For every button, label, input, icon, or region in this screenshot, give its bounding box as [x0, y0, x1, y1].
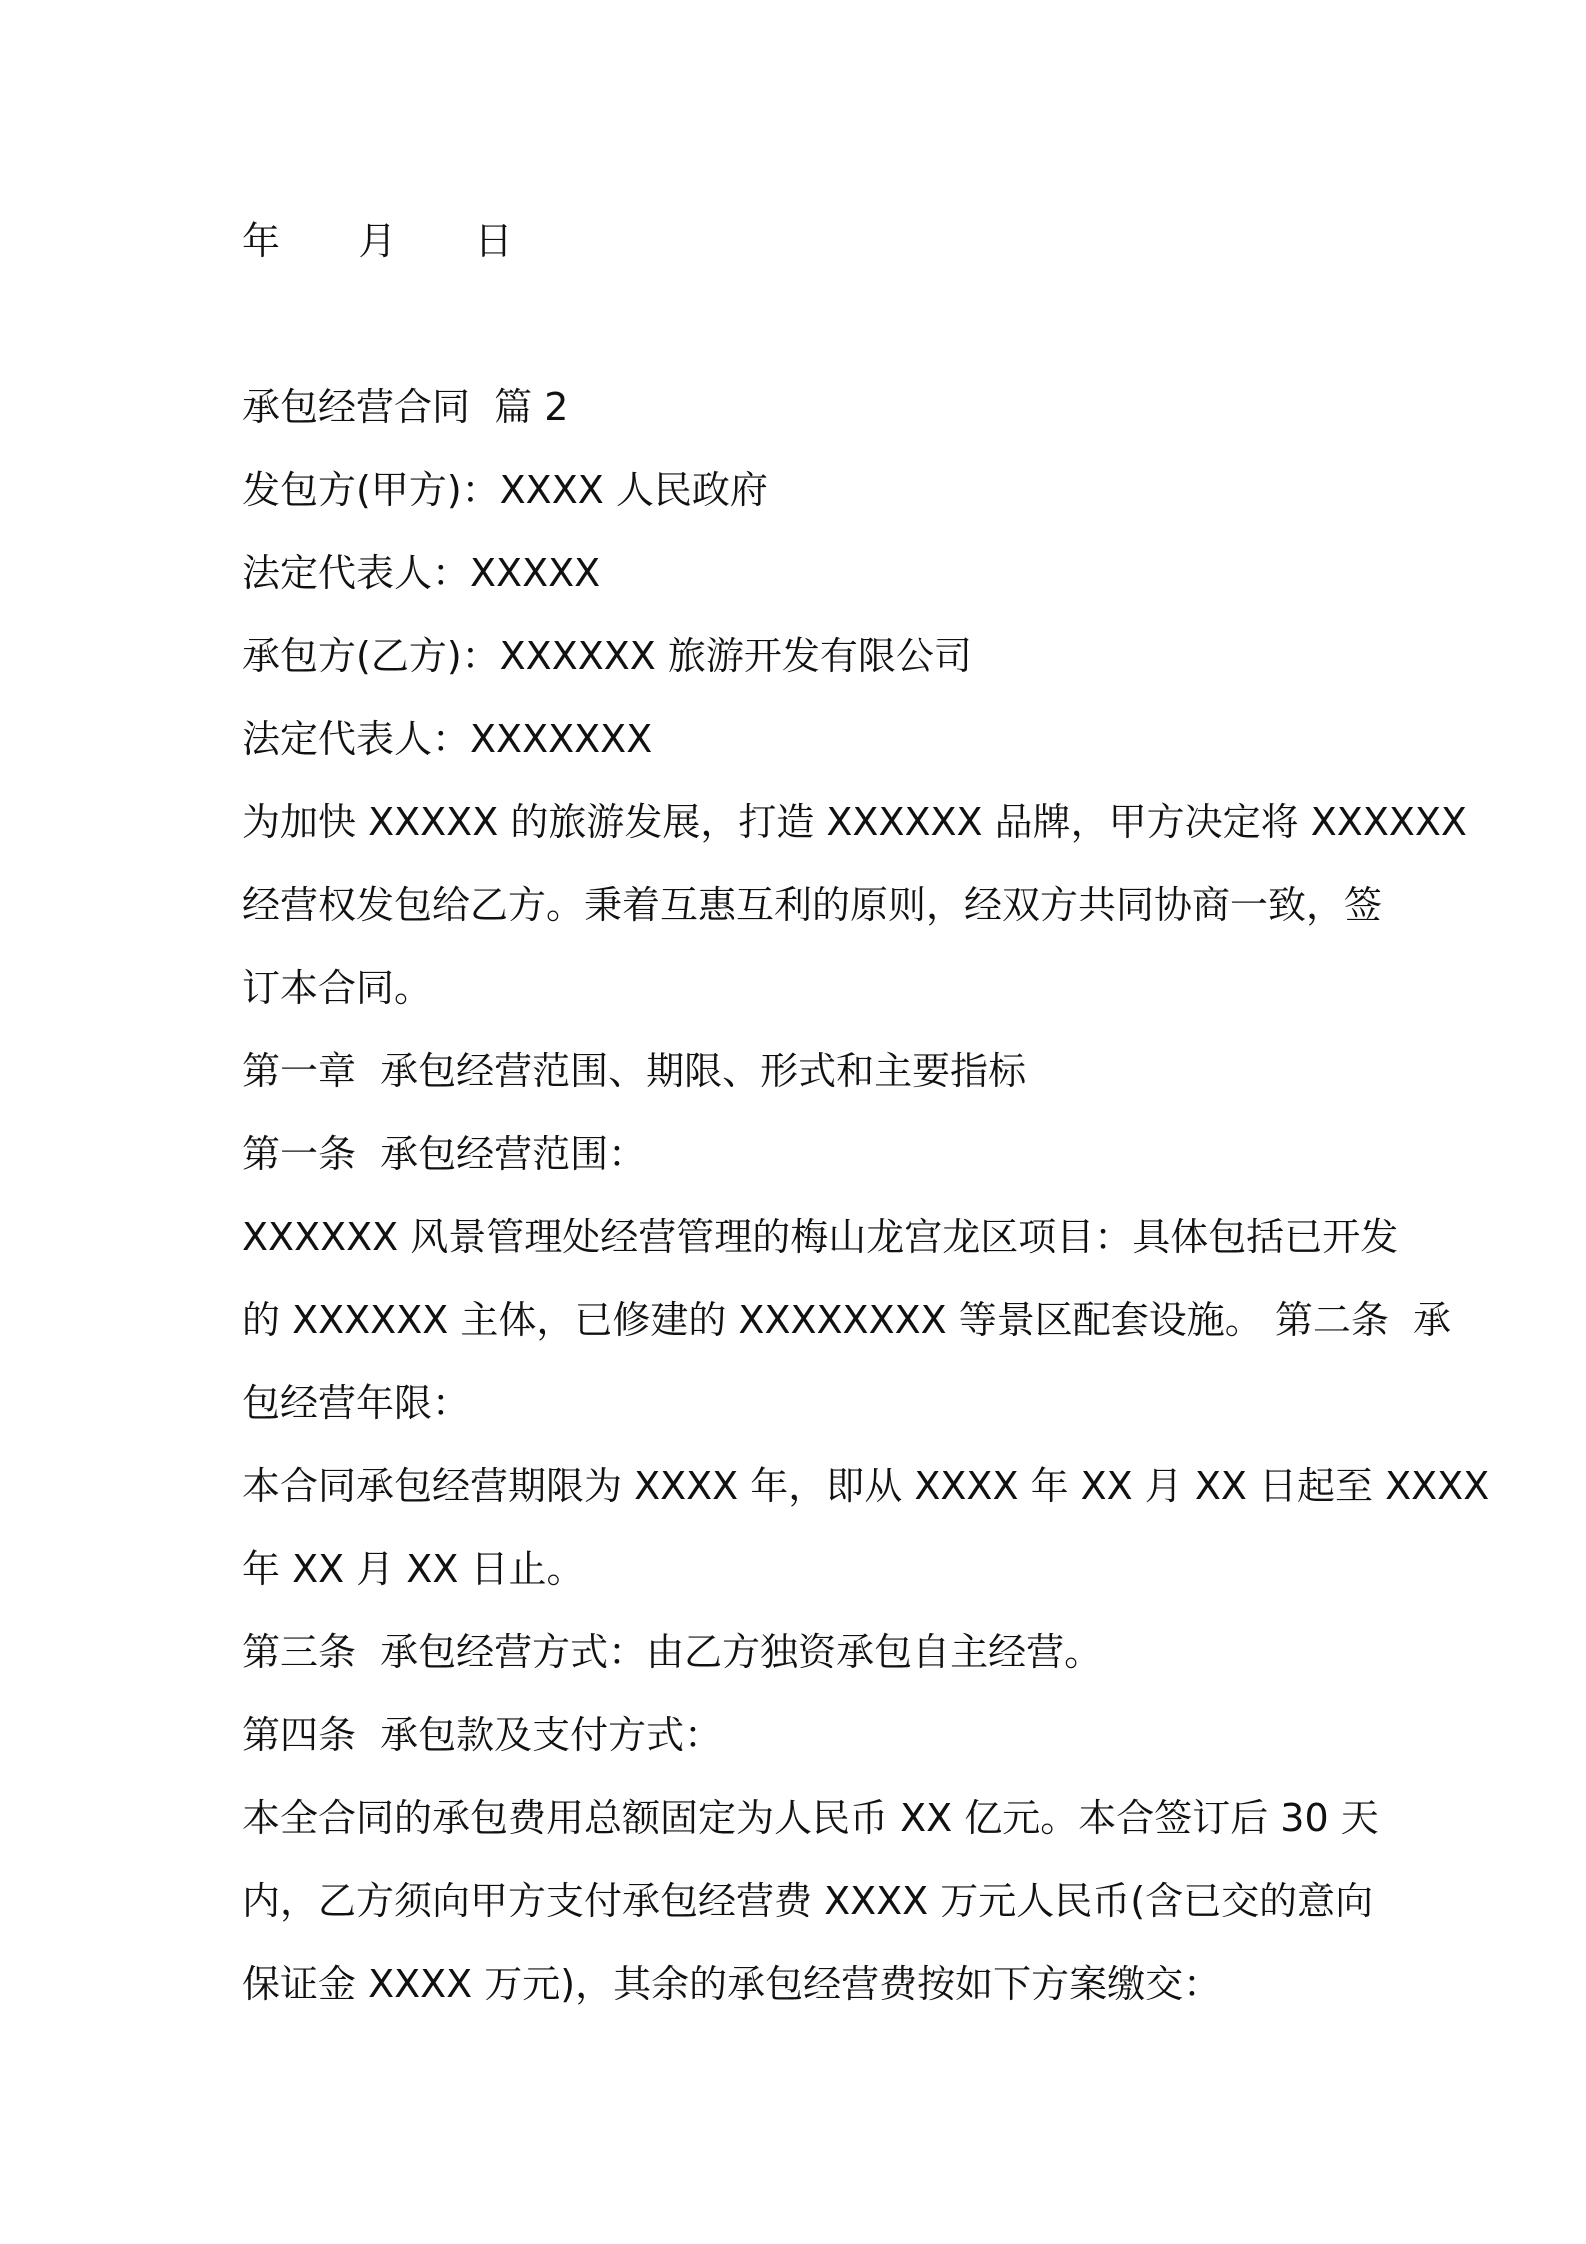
chapter-heading: 第一章 承包经营范围、期限、形式和主要指标: [242, 1049, 1027, 1093]
party-a-representative-line: 法定代表人：XXXXX: [242, 551, 601, 595]
article-heading: 第四条 承包款及支付方式：: [242, 1713, 723, 1757]
party-b-line: 承包方(乙方)：XXXXXX 旅游开发有限公司: [242, 634, 972, 678]
preamble-line: 经营权发包给乙方。秉着互惠互利的原则，经双方共同协商一致，签: [242, 883, 1383, 927]
document-body: [242, 200, 1490, 2026]
article-text-line: 本全合同的承包费用总额固定为人民币 XX 亿元。本合签订后 30 天: [242, 1796, 1379, 1840]
article-text-line: 本合同承包经营期限为 XXXX 年，即从 XXXX 年 XX 月 XX 日起至 XXXX: [242, 1464, 1490, 1508]
article-text-line: XXXXXX 风景管理处经营管理的梅山龙宫龙区项目：具体包括已开发: [242, 1215, 1399, 1259]
contract-title: 承包经营合同 篇 2: [242, 385, 569, 429]
article-text-line: 内，乙方须向甲方支付承包经营费 XXXX 万元人民币(含已交的意向: [242, 1879, 1374, 1923]
article-text-line: 的 XXXXXX 主体，已修建的 XXXXXXXX 等景区配套设施。 第二条 承: [242, 1298, 1452, 1342]
article-text-line: 年 XX 月 XX 日止。: [242, 1547, 585, 1591]
preamble-line: 为加快 XXXXX 的旅游发展，打造 XXXXXX 品牌，甲方决定将 XXXXXX: [242, 800, 1467, 844]
article-text-line: 包经营年限：: [242, 1381, 471, 1425]
preamble-line: 订本合同。: [242, 966, 433, 1010]
party-b-representative-line: 法定代表人：XXXXXXX: [242, 717, 653, 761]
party-a-line: 发包方(甲方)：XXXX 人民政府: [242, 468, 768, 512]
date-line: 年 月 日: [242, 219, 519, 263]
article-heading: 第一条 承包经营范围：: [242, 1132, 647, 1176]
article-text-line: 第三条 承包经营方式：由乙方独资承包自主经营。: [242, 1630, 1103, 1674]
blank-line: [242, 283, 1362, 366]
article-text-line: 保证金 XXXX 万元)，其余的承包经营费按如下方案缴交：: [242, 1962, 1222, 2006]
